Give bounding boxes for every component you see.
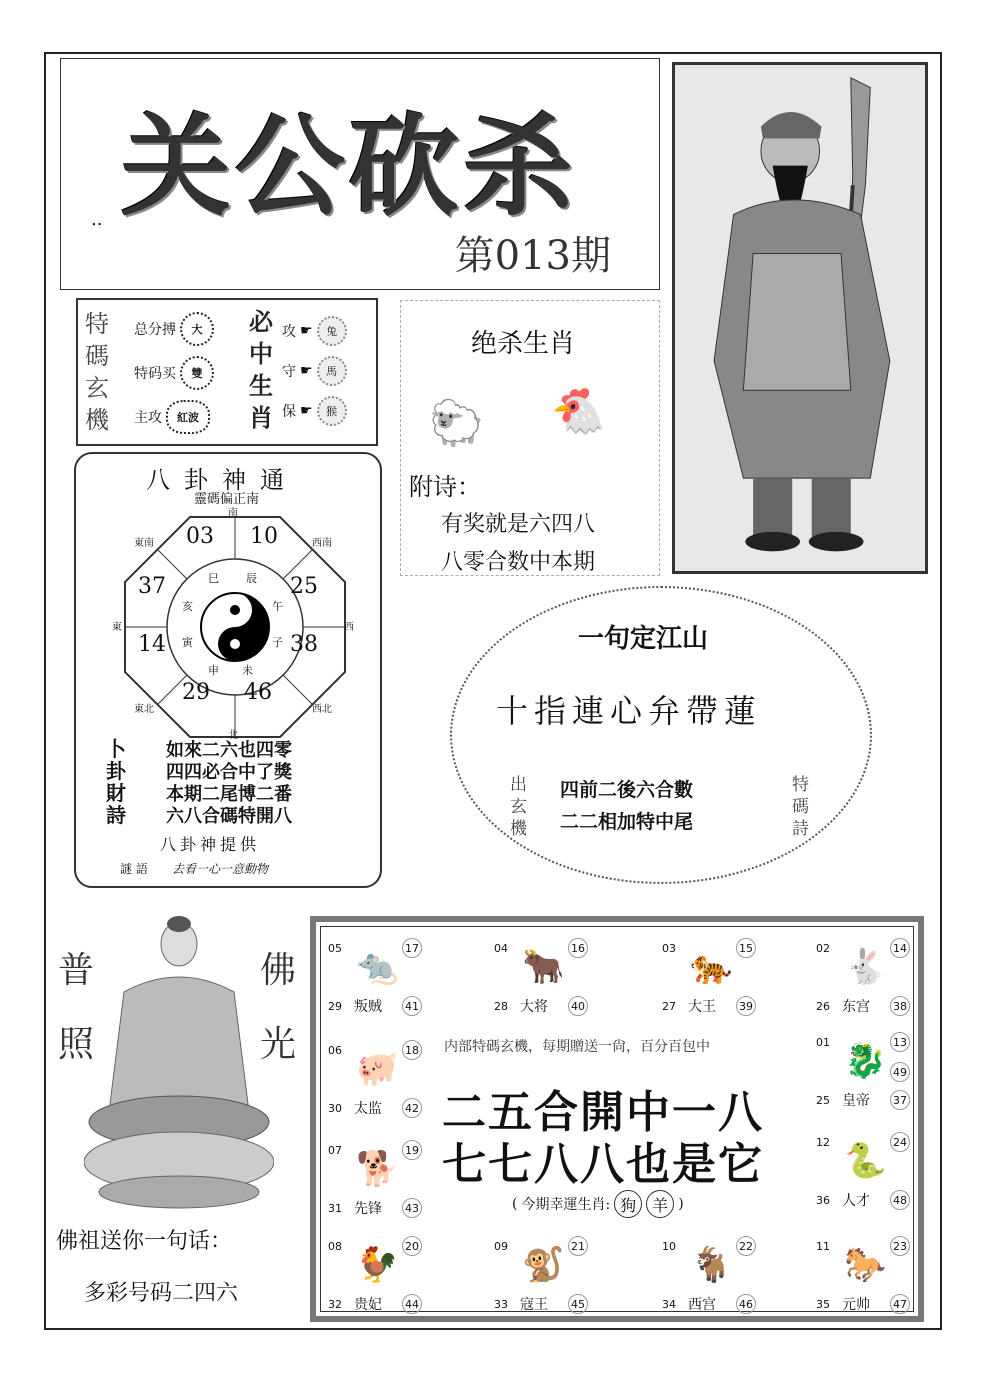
- zodiac-item: [328, 938, 448, 1028]
- zodiac-label: 大王: [688, 999, 716, 1015]
- zodiac-number: 45: [568, 1294, 588, 1314]
- jue-title: 绝杀生肖: [471, 329, 576, 359]
- zodiac-number: 33: [494, 1298, 508, 1311]
- tema-panel: [76, 298, 378, 446]
- row-label: 主攻: [134, 410, 162, 426]
- side-char: 卜: [106, 737, 126, 761]
- lucky-chip: 狗: [614, 1190, 642, 1218]
- verse-line: 本期二尾博二番: [166, 784, 292, 805]
- tema-row: [134, 356, 214, 390]
- verse-line: 四前二後六合數: [560, 779, 694, 801]
- zodiac-item: [662, 1236, 782, 1326]
- bagua-footer: 八卦神提供: [160, 835, 261, 854]
- verse-block: [166, 740, 292, 828]
- right-side: [792, 774, 812, 840]
- tema-row: [134, 400, 210, 434]
- branch-char: 子: [272, 636, 283, 649]
- verse-side: [106, 738, 132, 826]
- zodiac-number: 24: [890, 1132, 910, 1152]
- pick-row: [282, 316, 347, 346]
- zodiac-label: 西宫: [688, 1297, 716, 1313]
- branch-char: 巳: [208, 572, 219, 585]
- guan-gong-illustration: [672, 62, 928, 574]
- horse-icon: 🐎: [844, 1245, 887, 1285]
- bagua-number: 14: [138, 632, 166, 657]
- zodiac-number: 31: [328, 1202, 342, 1215]
- bagua-number: 29: [182, 680, 210, 705]
- zodiac-number: 18: [402, 1040, 422, 1060]
- side-char: 特: [85, 310, 109, 338]
- side-char: 照: [58, 1024, 95, 1065]
- zodiac-number: 17: [402, 938, 422, 958]
- zodiac-number: 15: [736, 938, 756, 958]
- pick-row: [282, 356, 347, 386]
- zodiac-item: [494, 1236, 614, 1326]
- page-title: 关公砍杀: [121, 102, 577, 231]
- side-char: 中: [249, 339, 273, 368]
- zodiac-number: 44: [402, 1294, 422, 1314]
- zodiac-number: 41: [402, 996, 422, 1016]
- zodiac-number: 35: [816, 1298, 830, 1311]
- jiangshan-verse: [560, 774, 693, 838]
- branch-char: 午: [272, 600, 283, 613]
- dir-label: 西北: [312, 704, 332, 715]
- zodiac-label: 皇帝: [842, 1093, 870, 1109]
- zodiac-big-line: 七七八八也是它: [442, 1139, 764, 1190]
- bagua-number: 46: [244, 680, 272, 705]
- zodiac-number: 28: [494, 1000, 508, 1013]
- side-char: 普: [58, 950, 95, 991]
- zodiac-number: 40: [568, 996, 588, 1016]
- zodiac-number: 27: [662, 1000, 676, 1013]
- branch-char: 亥: [182, 600, 193, 613]
- side-char: 生: [249, 371, 273, 400]
- zodiac-number: 43: [402, 1198, 422, 1218]
- zodiac-number: 29: [328, 1000, 342, 1013]
- zodiac-number: 30: [328, 1102, 342, 1115]
- zodiac-label: 东宫: [842, 999, 870, 1015]
- zodiac-big-line: 二五合開中一八: [442, 1087, 764, 1138]
- zodiac-panel: [310, 916, 924, 1322]
- bagua-number: 37: [138, 574, 166, 599]
- zodiac-label: 太监: [354, 1101, 382, 1117]
- bagua-title: 八卦神通: [146, 466, 298, 494]
- zodiac-number: 21: [568, 1236, 588, 1256]
- tema-side-title: [84, 308, 110, 436]
- zodiac-number: 46: [736, 1294, 756, 1314]
- bagua-number: 38: [290, 632, 318, 657]
- side-char: 肖: [249, 403, 273, 432]
- bagua-number: 10: [250, 524, 278, 549]
- zodiac-number: 32: [328, 1298, 342, 1311]
- side-char: 特: [792, 775, 809, 795]
- title-panel: [60, 58, 660, 290]
- zodiac-number: 13: [890, 1032, 910, 1052]
- side-char: 佛: [260, 950, 297, 991]
- zodiac-number: 14: [890, 938, 910, 958]
- side-char: 出: [510, 775, 527, 795]
- snake-icon: 🐍: [844, 1141, 887, 1181]
- jiangshan-line: 十指連心弁帶蓮: [496, 692, 763, 730]
- pointing-hand-icon: ☛: [300, 323, 313, 339]
- zodiac-number: 05: [328, 942, 342, 955]
- pick-label: 保: [282, 404, 296, 420]
- zodiac-number: 22: [736, 1236, 756, 1256]
- zodiac-number: 49: [890, 1062, 910, 1082]
- branch-char: 申: [208, 664, 219, 677]
- side-char: 碼: [85, 342, 109, 370]
- row-label: 总分搏: [134, 322, 176, 338]
- zodiac-number: 48: [890, 1190, 910, 1210]
- zodiac-item: [816, 1132, 936, 1222]
- zodiac-item: [494, 938, 614, 1028]
- tiger-icon: 🐅: [690, 947, 733, 987]
- bagua-subtitle: 靈碼偏正南: [194, 492, 260, 507]
- chicken-icon: 🐔: [551, 386, 606, 437]
- buddha-figure: [84, 912, 274, 1212]
- jue-sha-panel: [400, 300, 660, 576]
- zodiac-number: 26: [816, 1000, 830, 1013]
- zodiac-item: [328, 1140, 448, 1230]
- lucky-chip: 羊: [646, 1190, 674, 1218]
- dir-label: 北: [228, 730, 238, 741]
- issue-number: 第013期: [454, 233, 611, 279]
- zodiac-number: 12: [816, 1136, 830, 1149]
- side-char: 機: [85, 406, 109, 434]
- zodiac-notice: 内部特碼玄機，每期贈送一尙，百分百包中: [444, 1039, 710, 1055]
- poem-title: 附诗：: [409, 473, 481, 501]
- zodiac-number: 03: [662, 942, 676, 955]
- zodiac-number: 02: [816, 942, 830, 955]
- animal-chip: 猴: [317, 396, 347, 426]
- zodiac-item: [816, 938, 936, 1028]
- dir-label: 西南: [312, 538, 332, 549]
- row-label: 特码买: [134, 366, 176, 382]
- zodiac-number: 19: [402, 1140, 422, 1160]
- zodiac-label: 叛贼: [354, 999, 382, 1015]
- ox-icon: 🐂: [522, 947, 565, 987]
- dir-label: 東北: [134, 704, 154, 715]
- badge: 大: [180, 312, 214, 346]
- pig-icon: 🐖: [356, 1049, 399, 1089]
- pick-row: [282, 396, 347, 426]
- badge: 雙: [180, 356, 214, 390]
- zodiac-number: 37: [890, 1090, 910, 1110]
- pick-label: 攻: [282, 324, 296, 340]
- zodiac-number: 01: [816, 1036, 830, 1049]
- zodiac-number: 42: [402, 1098, 422, 1118]
- buddha-line: 多彩号码二四六: [84, 1281, 239, 1306]
- dir-label: 西: [344, 622, 354, 633]
- jiangshan-title: 一句定江山: [578, 624, 709, 654]
- rooster-icon: 🐓: [356, 1245, 399, 1285]
- goat-icon: 🐐: [690, 1245, 733, 1285]
- verse-line: 六八合碼特開八: [166, 806, 292, 827]
- zodiac-number: 39: [736, 996, 756, 1016]
- side-char: 必: [249, 307, 273, 336]
- zodiac-label: 贵妃: [354, 1297, 382, 1313]
- side-char: 玄: [85, 374, 109, 402]
- guan-gong-figure: [675, 65, 925, 571]
- side-char: 光: [260, 1024, 297, 1065]
- zodiac-number: 10: [662, 1240, 676, 1253]
- zodiac-number: 38: [890, 996, 910, 1016]
- bizhong-title: [248, 306, 274, 434]
- badge: 紅波: [166, 400, 210, 434]
- buddha-caption: 佛祖送你一句话：: [56, 1229, 233, 1254]
- zodiac-number: 09: [494, 1240, 508, 1253]
- branch-char: 寅: [182, 636, 193, 649]
- zodiac-label: 先锋: [354, 1201, 382, 1217]
- zodiac-number: 08: [328, 1240, 342, 1253]
- zodiac-number: 11: [816, 1240, 830, 1253]
- side-char: 詩: [792, 819, 809, 839]
- lucky-row: [512, 1190, 684, 1218]
- side-char: 卦: [106, 759, 126, 783]
- tema-row: [134, 312, 214, 346]
- dog-icon: 🐕: [356, 1149, 399, 1189]
- poem-line: 有奖就是六四八: [441, 512, 596, 537]
- jiangshan-panel: [450, 586, 872, 884]
- branch-char: 未: [242, 664, 253, 677]
- bagua-number: 25: [290, 574, 318, 599]
- pointing-hand-icon: ☛: [300, 363, 313, 379]
- zodiac-label: 寇王: [520, 1297, 548, 1313]
- verse-line: 如來二六也四零: [166, 740, 292, 761]
- side-char: 機: [510, 819, 527, 839]
- zodiac-label: 大将: [520, 999, 548, 1015]
- pick-label: 守: [282, 364, 296, 380]
- paren: (: [512, 1196, 518, 1212]
- zodiac-number: 07: [328, 1144, 342, 1157]
- monkey-icon: 🐒: [522, 1245, 565, 1285]
- zodiac-number: 25: [816, 1094, 830, 1107]
- zodiac-number: 20: [402, 1236, 422, 1256]
- zodiac-number: 23: [890, 1236, 910, 1256]
- verse-line: 二二相加特中尾: [560, 811, 694, 833]
- bagua-panel: [74, 452, 382, 888]
- zodiac-number: 47: [890, 1294, 910, 1314]
- left-side: [510, 774, 530, 840]
- branch-char: 辰: [246, 572, 257, 585]
- zodiac-number: 06: [328, 1044, 342, 1057]
- dir-label: 南: [228, 508, 238, 519]
- animal-chip: 馬: [317, 356, 347, 386]
- buddha-panel: [48, 912, 308, 1322]
- dragon-icon: 🐉: [844, 1041, 887, 1081]
- dir-label: 東南: [134, 538, 154, 549]
- dir-label: 東: [112, 622, 122, 633]
- pointing-hand-icon: ☛: [300, 403, 313, 419]
- zodiac-item: [816, 1236, 936, 1326]
- riddle-text: 去看一心一意動物: [172, 862, 269, 876]
- rabbit-icon: 🐇: [844, 947, 887, 987]
- side-char: 玄: [510, 797, 527, 817]
- zodiac-item: [328, 1040, 448, 1130]
- lucky-label: 今期幸運生肖:: [521, 1197, 611, 1213]
- zodiac-label: 元帅: [842, 1297, 870, 1313]
- zodiac-number: 34: [662, 1298, 676, 1311]
- side-char: 財: [106, 781, 126, 805]
- animal-chip: 兔: [317, 316, 347, 346]
- dots: ..: [91, 209, 103, 230]
- poem-line: 八零合数中本期: [441, 550, 596, 575]
- side-char: 詩: [106, 803, 126, 827]
- zodiac-number: 04: [494, 942, 508, 955]
- bagua-number: 03: [186, 524, 214, 549]
- paren: ): [678, 1196, 684, 1212]
- zodiac-label: 人才: [842, 1193, 870, 1209]
- verse-line: 四四必合中了獎: [166, 762, 292, 783]
- zodiac-number: 36: [816, 1194, 830, 1207]
- zodiac-item: [816, 1032, 936, 1122]
- rat-icon: 🐀: [356, 947, 399, 987]
- riddle-label: 謎 語: [120, 862, 148, 876]
- zodiac-item: [328, 1236, 448, 1326]
- side-char: 碼: [792, 797, 809, 817]
- zodiac-number: 16: [568, 938, 588, 958]
- sheep-icon: 🐑: [429, 398, 484, 449]
- zodiac-item: [662, 938, 782, 1028]
